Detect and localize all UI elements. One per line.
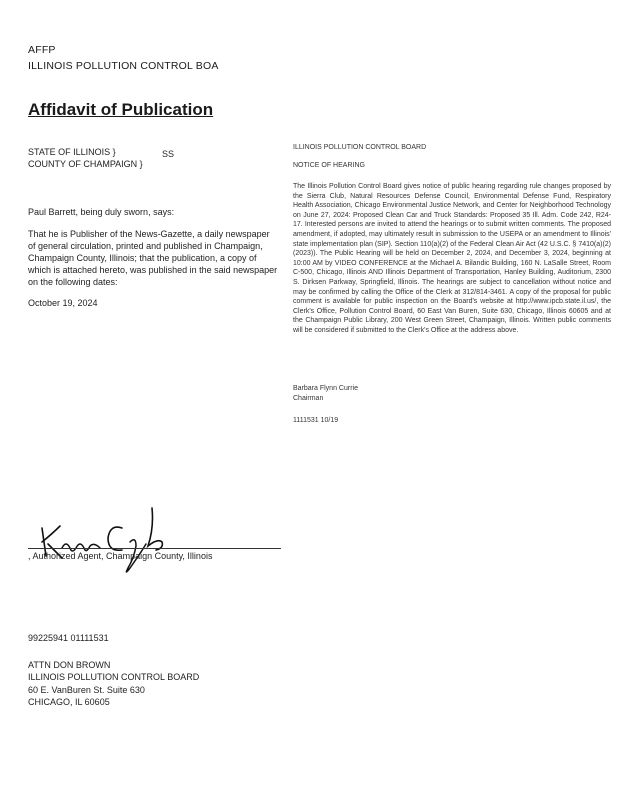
signature-line — [28, 548, 281, 549]
affidavit-body: That he is Publisher of the News-Gazette, a daily newspaper of general circulation, printed and published in Champaign, Champaign County, Illinois; that the publication, a copy of which is attached hereto, was published in the said newspaper on the following dates: — [28, 229, 278, 287]
address-street: 60 E. VanBuren St. Suite 630 — [28, 685, 145, 695]
notice-reference: 1111531 10/19 — [293, 417, 339, 424]
page-title: Affidavit of Publication — [28, 100, 214, 119]
form-code: AFFP — [28, 44, 56, 56]
notice-body: The Illinois Pollution Control Board gives notice of public hearing regarding rule changes proposed by the Sierra Club, Natural Resources Defense Council, Environmental Defense Fund, Respiratory Health Association, Chicago Environmental Justice Network, and Center for Neighborhood Technology on June 27, 2024: Proposed Clean Car and Truck Standards: Proposed 35 Ill. Adm. Code 242, R24-17. Interested persons are invited to attend the hearings or to submit written comments. The proposed amendment, if adopted, may ultimately result in submission to the USEPA or an amendment to Illinois' state implementation plan (SIP). Section 110(a)(2) of the Federal Clean Air Act (42 U.S.C. § 7410(a)(2) (2023)). The Public Hearing will be held on December 2, 2024, and December 3, 2024, beginning at 10:00 AM by VIDEO CONFERENCE at the Michael A. Bilandic Building, 160 N. LaSalle Street, Room C-500, Chicago, Illinois AND Illinois Department of Transportation, Hanley Building, Auditorium, 2300 S. Dirksen Parkway, Springfield, Illinois. The hearings are subject to cancellation without notice and may be confirmed by calling the Office of the Clerk at 312/814-3461. A copy of the proposal for public comment is available for public inspection on the Board's website at http://www.ipcb.state.il.us/, the Clerk's Office, Pollution Control Board, 60 East Van Buren, Suite 630, Chicago, Illinois 60605 and at the Champaign Public Library, 200 West Green Street, Champaign, Illinois. Written public comments will be considered if submitted to the Clerk's Office at the address above. — [293, 183, 611, 334]
handwritten-signature — [36, 498, 216, 578]
affiant-statement: Paul Barrett, being duly sworn, says: — [28, 207, 175, 217]
header-agency: ILLINOIS POLLUTION CONTROL BOA — [28, 60, 219, 72]
venue-ss: SS — [162, 149, 175, 159]
notice-agency: ILLINOIS POLLUTION CONTROL BOARD — [293, 144, 427, 151]
address-city: CHICAGO, IL 60605 — [28, 697, 110, 707]
notice-heading: NOTICE OF HEARING — [293, 162, 365, 169]
account-numbers: 99225941 01111531 — [28, 633, 109, 643]
venue-county: COUNTY OF CHAMPAIGN } — [28, 159, 143, 169]
address-attn: ATTN DON BROWN — [28, 660, 111, 670]
publication-date: October 19, 2024 — [28, 298, 98, 308]
venue-state: STATE OF ILLINOIS } — [28, 147, 116, 157]
address-org: ILLINOIS POLLUTION CONTROL BOARD — [28, 672, 200, 682]
notice-signer-name: Barbara Flynn Currie — [293, 385, 358, 392]
notice-signer-title: Chairman — [293, 395, 324, 402]
signature-caption: , Authorized Agent, Champaign County, Illinois — [28, 551, 213, 561]
